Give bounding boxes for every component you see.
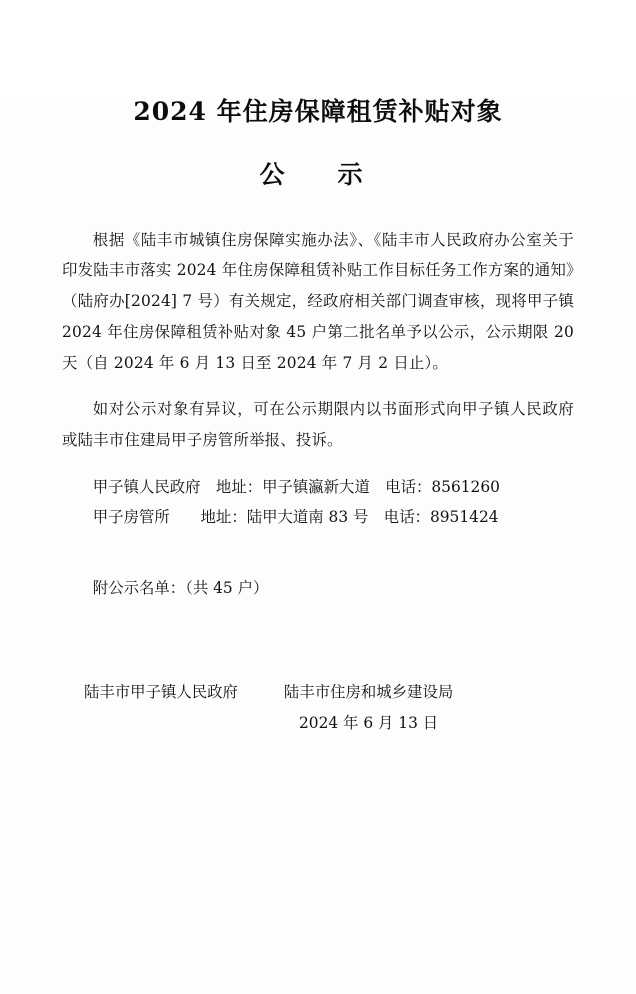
signature-right — [284, 678, 453, 739]
signature-left — [84, 678, 238, 739]
contact-list — [62, 472, 574, 534]
document-page — [0, 96, 636, 994]
page-title: 2024 年住房保障租赁补贴对象 — [133, 97, 503, 126]
contact-line-government: 甲子镇人民政府 地址：甲子镇瀛新大道 电话：8561260 — [92, 477, 500, 496]
attachment-note: 附公示名单：（共 45 户） — [92, 579, 269, 598]
signature-block — [62, 678, 574, 739]
paragraph-regulation-basis: 根据《陆丰市城镇住房保障实施办法》、《陆丰市人民政府办公室关于印发陆丰市落实 2024 年住房保障租赁补贴工作目标任务工作方案的通知》（陆府办[2024] 7 号）有关规定，经政府相关部门调查审核，现将甲子镇 2024 年住房保障租赁补贴对象 45 户第二批名单予以公示，公示期限 20 天（自 2024 年 6 月 13 日至 2024 年 7 月 2 日止）。 — [62, 230, 574, 372]
contact-line-housing-office: 甲子房管所 地址：陆甲大道南 83 号 电话：8951424 — [92, 508, 499, 527]
page-subtitle: 公 示 — [259, 159, 377, 189]
signature-org-housing-bureau: 陆丰市住房和城乡建设局 — [283, 683, 454, 702]
document-body — [62, 225, 574, 456]
signature-org-town-government: 陆丰市甲子镇人民政府 — [84, 683, 238, 702]
signature-date: 2024 年 6 月 13 日 — [298, 714, 439, 733]
paragraph-objection-notice: 如对公示对象有异议，可在公示期限内以书面形式向甲子镇人民政府或陆丰市住建局甲子房管所举报、投诉。 — [62, 399, 574, 449]
